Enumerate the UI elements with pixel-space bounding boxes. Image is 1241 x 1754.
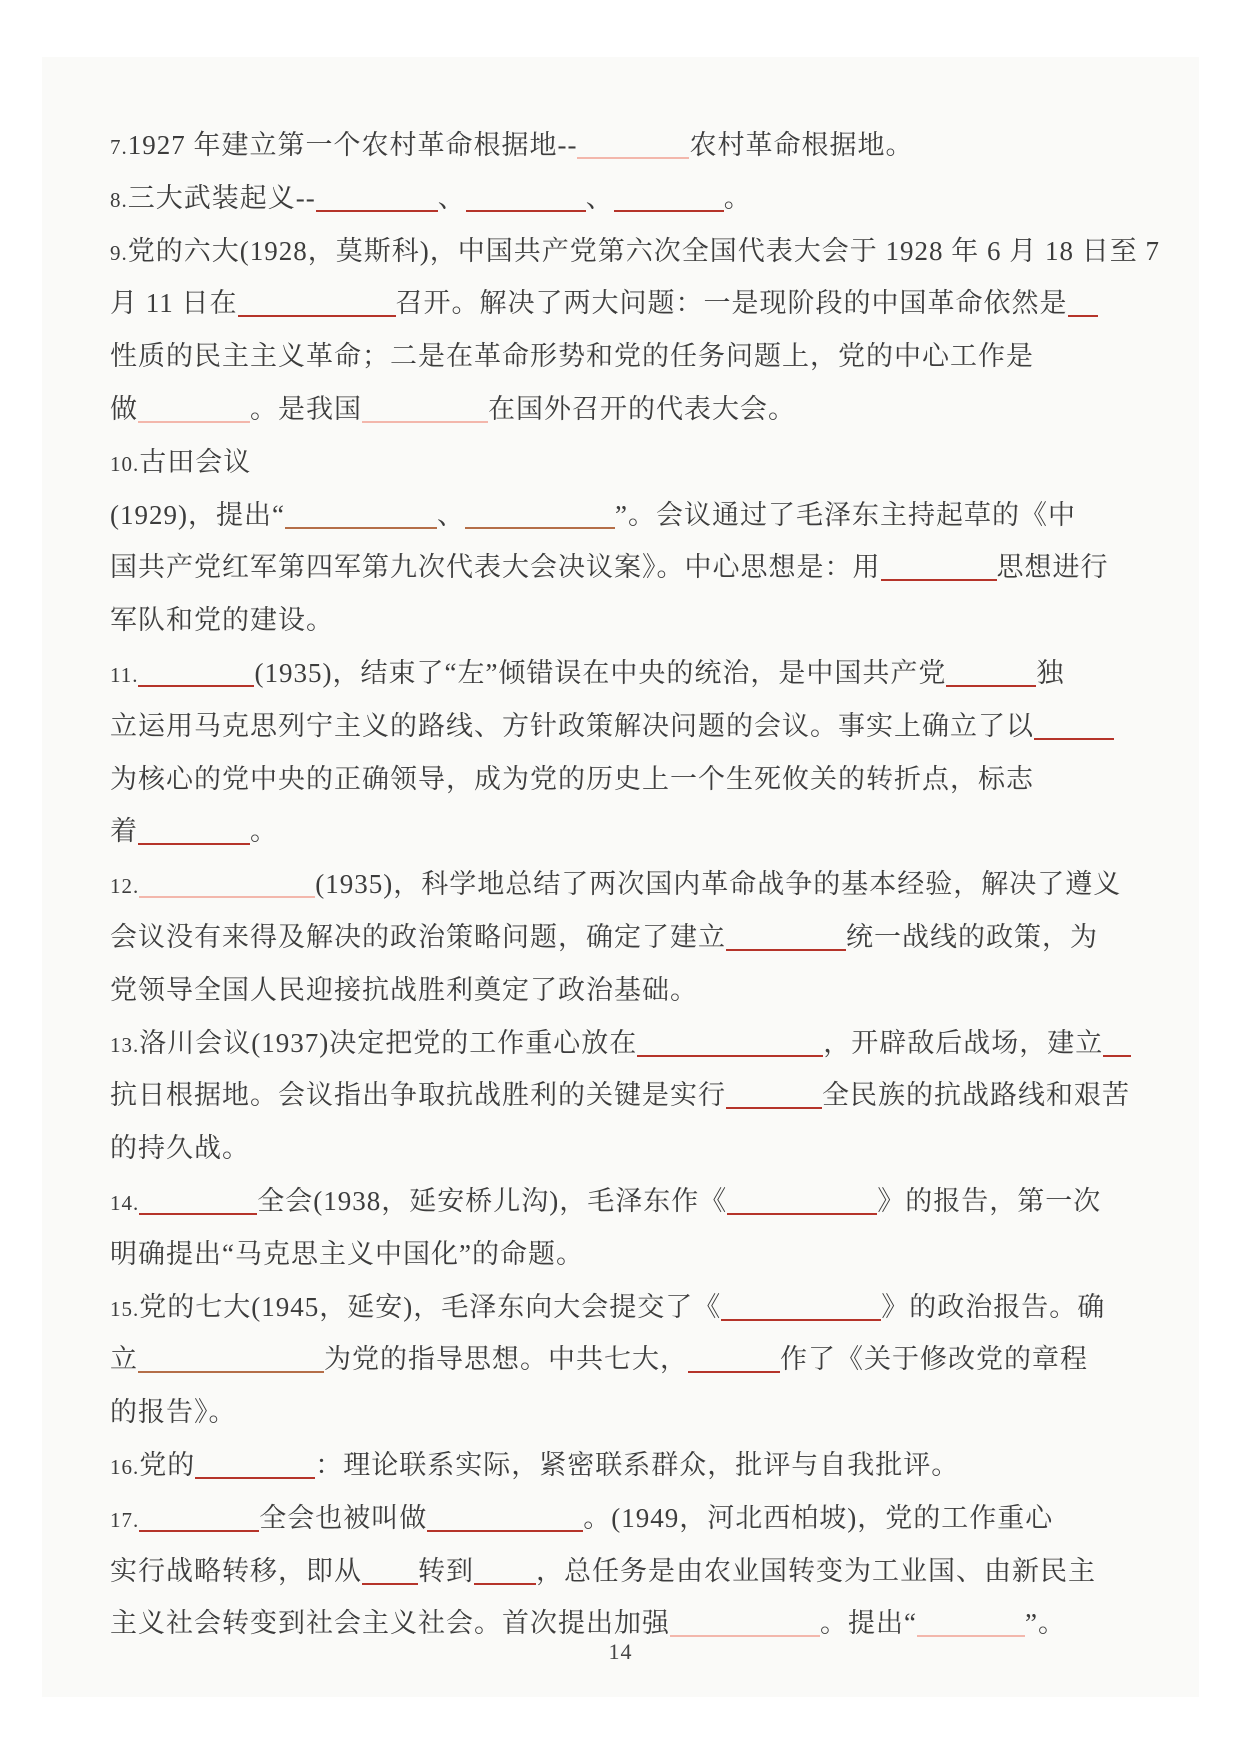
text-run: ：理论联系实际，紧密联系群众，批评与自我批评。 — [315, 1449, 960, 1480]
blank-line — [1034, 736, 1114, 740]
blank-line — [465, 525, 615, 529]
question-line — [110, 1492, 1140, 1545]
blank-line — [881, 577, 997, 581]
text-run: 洛川会议(1937)决定把党的工作重心放在 — [139, 1027, 638, 1058]
text-run: 做 — [110, 393, 138, 424]
blank-line — [138, 419, 250, 423]
text-run: 抗日根据地。会议指出争取抗战胜利的关键是实行 — [110, 1080, 726, 1111]
question-list — [110, 119, 1160, 1650]
question-line — [110, 1017, 1140, 1070]
blank-line — [362, 419, 488, 423]
question-line — [110, 489, 1140, 542]
blank-line — [138, 841, 250, 845]
blank-line — [474, 1581, 536, 1585]
blank-line — [139, 894, 315, 898]
text-run: ”。会议通过了毛泽东主持起草的《中 — [614, 499, 1076, 530]
question-line — [110, 1069, 1140, 1122]
item-number: 14. — [110, 1190, 140, 1215]
text-run: 党领导全国人民迎接抗战胜利奠定了政治基础。 — [110, 974, 698, 1005]
blank-line — [726, 947, 846, 951]
text-run: 的持久战。 — [110, 1133, 250, 1164]
question-line — [110, 225, 1160, 278]
blank-line — [138, 1369, 324, 1373]
question-line — [110, 1281, 1140, 1334]
blank-line — [721, 1317, 881, 1321]
question-line — [110, 1228, 1140, 1281]
question-line — [110, 858, 1140, 911]
text-run: 立 — [110, 1344, 138, 1375]
question-line — [110, 594, 1140, 647]
text-run: (1935)，结束了“左”倾错误在中央的统治，是中国共产党 — [254, 657, 947, 688]
text-run: 思想进行 — [996, 552, 1109, 583]
document-page — [42, 57, 1199, 1697]
item-number: 10. — [110, 451, 140, 476]
text-run: 为党的指导思想。中共七大， — [324, 1344, 688, 1375]
question-line — [110, 172, 1140, 225]
text-run: 全民族的抗战路线和艰苦 — [822, 1080, 1130, 1111]
item-number: 17. — [110, 1507, 140, 1532]
blank-line — [138, 683, 254, 687]
question-line — [110, 330, 1140, 383]
text-run: 明确提出“马克思主义中国化”的命题。 — [110, 1238, 584, 1269]
question-line — [110, 436, 1140, 489]
text-run: 立运用马克思列宁主义的路线、方针政策解决问题的会议。事实上确立了以 — [110, 710, 1034, 741]
text-run: 转到 — [418, 1555, 474, 1586]
text-run: 作了《关于修改党的章程 — [780, 1344, 1088, 1375]
text-run: (1935)，科学地总结了两次国内革命战争的基本经验，解决了遵义 — [315, 869, 1122, 900]
page-number: 14 — [608, 1639, 633, 1664]
text-run: 实行战略转移，即从 — [110, 1555, 362, 1586]
item-number: 13. — [110, 1032, 140, 1057]
blank-line — [577, 155, 689, 159]
text-run: 军队和党的建设。 — [110, 605, 334, 636]
blank-line — [688, 1369, 780, 1373]
blank-line — [466, 208, 586, 212]
text-run: 。 — [250, 816, 278, 847]
text-run: 召开。解决了两大问题：一是现阶段的中国革命依然是 — [395, 288, 1068, 319]
blank-line — [727, 1211, 877, 1215]
question-line — [110, 1175, 1140, 1228]
text-run: 、 — [437, 182, 466, 213]
blank-line — [670, 1633, 820, 1637]
question-line — [110, 1386, 1140, 1439]
text-run: 国共产党红军第四军第九次代表大会决议案》。中心思想是：用 — [110, 552, 881, 583]
text-run: 月 11 日在 — [110, 288, 238, 319]
question-line — [110, 911, 1140, 964]
blank-line — [139, 1211, 257, 1215]
text-run: 古田会议 — [139, 446, 252, 477]
question-line — [110, 1122, 1140, 1175]
blank-line — [362, 1581, 418, 1585]
question-line — [110, 647, 1140, 700]
item-number: 8. — [110, 187, 128, 212]
text-run: 》的政治报告。确 — [881, 1291, 1106, 1322]
text-run: 农村革命根据地。 — [689, 130, 914, 160]
blank-line — [1103, 1053, 1131, 1057]
question-line — [110, 964, 1140, 1017]
item-number: 7. — [110, 135, 128, 159]
text-run: 统一战线的政策，为 — [846, 921, 1098, 952]
question-line — [110, 277, 1140, 330]
text-run: 在国外召开的代表大会。 — [488, 393, 796, 424]
blank-line — [1068, 313, 1098, 317]
text-run: 党的七大(1945，延安)，毛泽东向大会提交了《 — [139, 1291, 722, 1322]
blank-line — [316, 208, 438, 212]
question-line — [110, 1545, 1140, 1598]
item-number: 15. — [110, 1296, 140, 1321]
text-run: 为核心的党中央的正确领导，成为党的历史上一个生死攸关的转折点，标志 — [110, 763, 1034, 794]
text-run: 》的报告，第一次 — [877, 1185, 1102, 1216]
text-run: 党的六大(1928，莫斯科)，中国共产党第六次全国代表大会于 1928 年 6 月 18 日至 7 — [127, 235, 1160, 266]
blank-line — [195, 1475, 315, 1479]
text-run: 会议没有来得及解决的政治策略问题，确定了建立 — [110, 921, 726, 952]
text-run: ，总任务是由农业国转变为工业国、由新民主 — [536, 1555, 1096, 1586]
text-run: 性质的民主主义革命；二是在革命形势和党的任务问题上，党的中心工作是 — [110, 341, 1034, 372]
blank-line — [726, 1105, 822, 1109]
question-line — [110, 1333, 1140, 1386]
text-run: 。提出“ — [820, 1608, 917, 1639]
blank-line — [285, 525, 437, 529]
question-line — [110, 805, 1140, 858]
blank-line — [238, 313, 396, 317]
item-number: 11. — [110, 662, 139, 687]
blank-line — [917, 1633, 1025, 1637]
text-run: 三大武装起义-- — [127, 182, 316, 213]
text-run: ，开辟敌后战场，建立 — [823, 1027, 1104, 1058]
text-run: (1929)，提出“ — [110, 499, 285, 530]
text-run: 全会也被叫做 — [259, 1502, 428, 1533]
item-number: 12. — [110, 874, 140, 899]
text-run: ”。 — [1024, 1608, 1066, 1639]
item-number: 16. — [110, 1454, 140, 1479]
text-run: 。 — [723, 182, 752, 213]
item-number: 9. — [110, 240, 128, 265]
text-run: 着 — [110, 816, 138, 847]
text-run: 。是我国 — [250, 393, 362, 424]
blank-line — [637, 1053, 823, 1057]
blank-line — [946, 683, 1036, 687]
question-line — [110, 753, 1140, 806]
question-line — [110, 383, 1140, 436]
blank-line — [139, 1528, 259, 1532]
question-line — [110, 700, 1140, 753]
text-run: 。(1949，河北西柏坡)，党的工作重心 — [583, 1502, 1054, 1533]
blank-line — [614, 208, 724, 212]
text-run: 主义社会转变到社会主义社会。首次提出加强 — [110, 1608, 670, 1639]
text-run: 1927 年建立第一个农村革命根据地-- — [127, 130, 578, 160]
text-run: 独 — [1036, 657, 1065, 688]
text-run: 党的 — [139, 1449, 196, 1480]
question-line — [110, 541, 1140, 594]
question-line — [110, 1439, 1140, 1492]
question-line — [110, 119, 1140, 172]
text-run: 全会(1938，延安桥儿沟)，毛泽东作《 — [257, 1185, 728, 1216]
text-run: 的报告》。 — [110, 1397, 237, 1428]
text-run: 、 — [436, 499, 465, 530]
text-run: 、 — [585, 182, 614, 213]
blank-line — [427, 1528, 583, 1532]
